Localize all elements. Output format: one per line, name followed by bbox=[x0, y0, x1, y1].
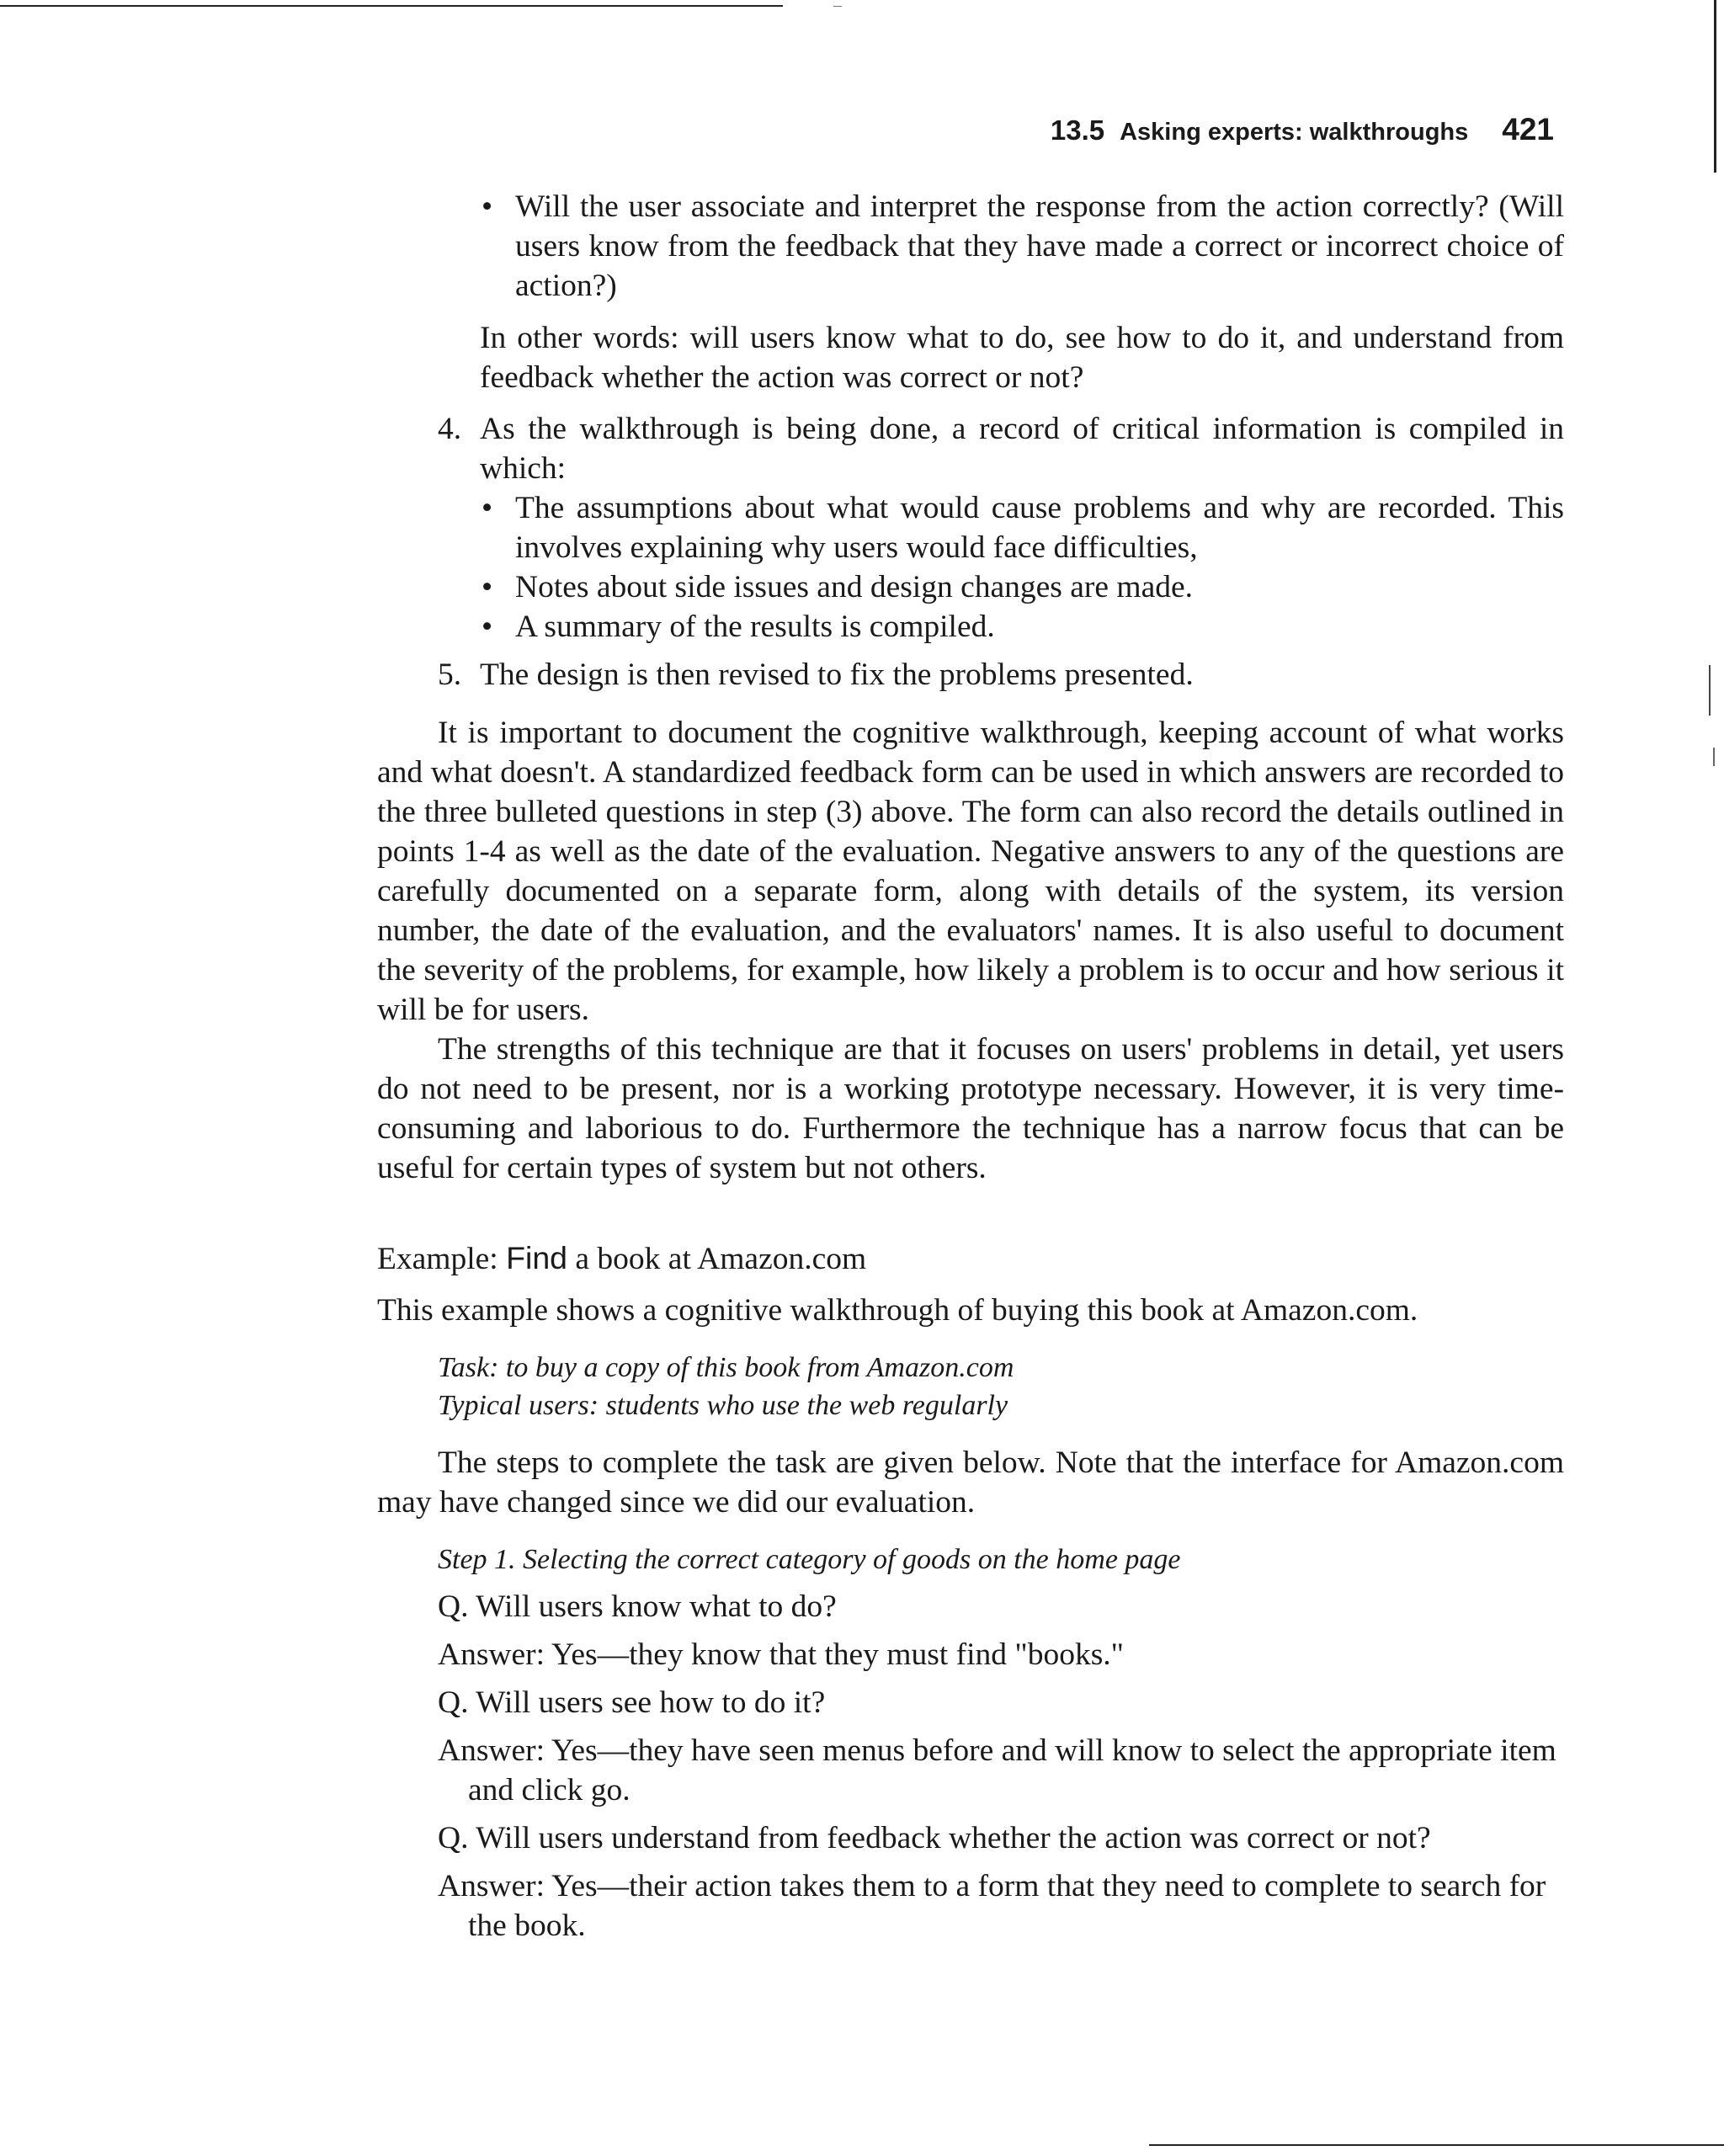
bullet-icon: • bbox=[482, 570, 493, 604]
example-find: Find bbox=[506, 1240, 568, 1275]
right-margin-mark bbox=[1709, 665, 1711, 716]
numbered-item-5 bbox=[438, 655, 1564, 695]
item-number: 5. bbox=[438, 657, 462, 692]
bullet-icon: • bbox=[482, 189, 493, 224]
bullet-item bbox=[480, 607, 1564, 647]
item-text: As the walkthrough is being done, a record of critical information is compiled in which: bbox=[480, 412, 1564, 486]
question-1: Q. Will users know what to do? bbox=[438, 1589, 837, 1624]
task-line: Task: to buy a copy of this book from Amazon.com bbox=[438, 1352, 1014, 1383]
answer-2: Answer: Yes—they have seen menus before and will know to select the appropriate item and click go. bbox=[438, 1733, 1556, 1807]
bullet-item bbox=[480, 187, 1564, 306]
page-number: 421 bbox=[1502, 112, 1554, 146]
example-label: Example: bbox=[377, 1242, 498, 1276]
bullet-text: A summary of the results is compiled. bbox=[515, 610, 995, 644]
item-text: The design is then revised to fix the problems presented. bbox=[480, 657, 1194, 692]
page-body bbox=[377, 187, 1564, 1946]
right-edge-bar bbox=[1714, 0, 1716, 173]
paragraph-documentation: It is important to document the cognitive walkthrough, keeping account of what works and what doesn't. A standardized feedback form can be used in which answers are recorded to the three bulleted questions in step (3) above. The form can also record the details outlined in points 1-4 as well as the date of the evaluation. Negative answers to any of the questions are carefully documented on a separate form, along with details of the system, its version number, the date of the evaluation, and the evaluators' names. It is also useful to document the severity of the problems, for example, how likely a problem is to occur and how serious it will be for users. bbox=[377, 716, 1564, 1027]
example-rest: a book at Amazon.com bbox=[575, 1242, 867, 1276]
step1-title: Step 1. Selecting the correct category of goods on the home page bbox=[438, 1544, 1181, 1575]
section-title: Asking experts: walkthroughs bbox=[1120, 119, 1469, 146]
top-dash-mark bbox=[833, 6, 842, 7]
top-rule bbox=[0, 5, 783, 7]
task-block bbox=[438, 1349, 1564, 1424]
question-2: Q. Will users see how to do it? bbox=[438, 1685, 826, 1720]
running-header bbox=[1051, 112, 1554, 147]
answer-1: Answer: Yes—they know that they must find "books." bbox=[438, 1637, 1124, 1672]
bottom-rule bbox=[1149, 2144, 1724, 2146]
bullet-item bbox=[480, 488, 1564, 567]
item-number: 4. bbox=[438, 412, 462, 446]
paragraph-strengths: The strengths of this technique are that it focuses on users' problems in detail, yet users do not need to be present, nor is a working prototype necessary. However, it is very time-consuming and laborious to do. Furthermore the technique has a narrow focus that can be useful for certain types of system but not others. bbox=[377, 1032, 1564, 1185]
right-margin-mark-small bbox=[1713, 748, 1715, 766]
example-intro: This example shows a cognitive walkthrough of buying this book at Amazon.com. bbox=[377, 1293, 1418, 1328]
bullet-icon: • bbox=[482, 610, 493, 644]
bullet-text: Will the user associate and interpret the response from the action correctly? (Will users know from the feedback that they have made a correct or incorrect choice of action?) bbox=[515, 189, 1564, 303]
example-heading bbox=[377, 1238, 1564, 1279]
bullet-text: Notes about side issues and design changes are made. bbox=[515, 570, 1193, 604]
numbered-item-4 bbox=[438, 409, 1564, 488]
typical-users-line: Typical users: students who use the web regularly bbox=[438, 1390, 1008, 1421]
bullet-item bbox=[480, 567, 1564, 607]
bullet-text: The assumptions about what would cause problems and why are recorded. This involves explaining why users would face difficulties, bbox=[515, 491, 1564, 565]
bullet-icon: • bbox=[482, 491, 493, 525]
answer-3: Answer: Yes—their action takes them to a form that they need to complete to search for the book. bbox=[438, 1869, 1546, 1943]
in-other-words: In other words: will users know what to do, see how to do it, and understand from feedback whether the action was correct or not? bbox=[480, 321, 1564, 395]
steps-intro: The steps to complete the task are given below. Note that the interface for Amazon.com may have changed since we did our evaluation. bbox=[377, 1445, 1564, 1520]
question-3: Q. Will users understand from feedback whether the action was correct or not? bbox=[438, 1821, 1431, 1855]
section-number: 13.5 bbox=[1050, 114, 1105, 146]
